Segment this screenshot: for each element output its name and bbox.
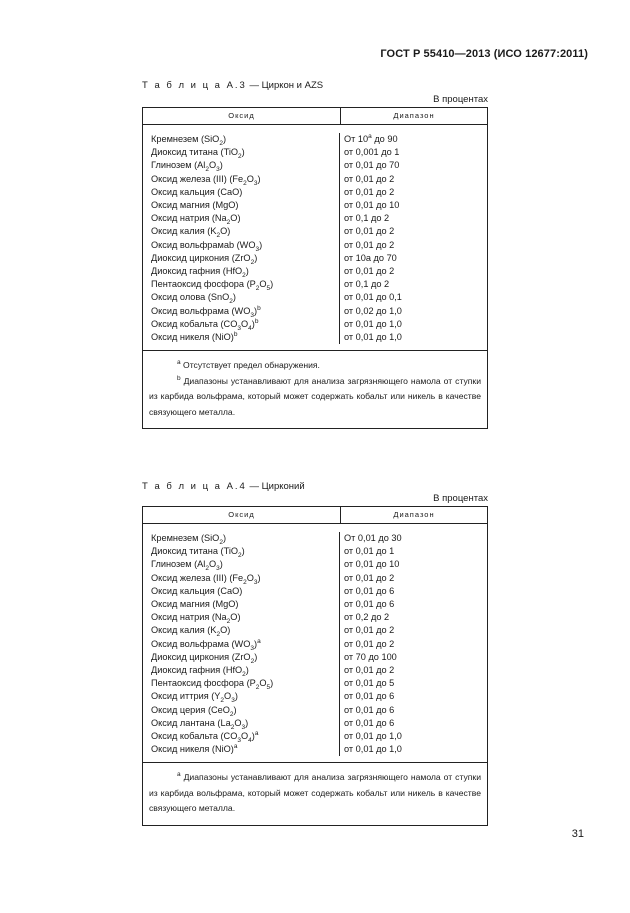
oxide-cell: Оксид железа (III) $(Fe_2O_3)$ xyxy=(151,173,261,187)
oxide-cell: Диоксид титана (TiO$_2$) xyxy=(151,147,245,161)
oxide-cell: Оксид олова (SnO$_2$) xyxy=(151,292,236,306)
table-a4-title: — Цирконий xyxy=(246,481,305,492)
table-a4-units: В процентах xyxy=(433,493,488,504)
range-cell: от 0,01 до 2 xyxy=(344,625,395,636)
oxide-cell: Оксид натрия $(Na_2O)$ xyxy=(151,213,241,227)
footnote: $^a$ Диапазоны устанавливают для анализа загрязняющего намола от ступки из карбида вольфрама, который может содержать кобальт или никель в качестве связующего металла. xyxy=(149,771,481,814)
oxide-cell: Оксид магния (MgO) xyxy=(151,599,239,610)
oxide-cell: Диоксид циркония (ZrO$_2$) xyxy=(151,252,258,266)
oxide-column xyxy=(143,133,340,344)
oxide-cell: Оксид калия $(K_2O)$ xyxy=(151,226,231,240)
range-cell: от 0,1 до 2 xyxy=(344,279,390,290)
table-a3-title: — Циркон и AZS xyxy=(246,80,324,91)
range-cell: от 0,01 до 6 xyxy=(344,691,395,702)
range-cell: от 0,01 до 2 xyxy=(344,186,395,197)
oxide-cell: Кремнезем (SiO$_2$) xyxy=(151,134,227,147)
range-cell: от 0,02 до 1,0 xyxy=(344,305,402,316)
document-header: ГОСТ Р 55410—2013 (ИСО 12677:2011) xyxy=(380,48,588,60)
table-body xyxy=(143,125,487,350)
table-a4-label: Т а б л и ц а А.4 xyxy=(142,481,247,492)
oxide-cell: Оксид кобальта $(CO_3O_4)^b$ xyxy=(151,317,259,332)
oxide-cell: Оксид лантана $(La_2O_3)$ xyxy=(151,717,249,731)
table-a3-units: В процентах xyxy=(433,94,488,105)
oxide-cell: Оксид калия $(K_2O)$ xyxy=(151,625,231,639)
table-header xyxy=(143,108,487,125)
range-cell: от 0,01 до 6 xyxy=(344,599,395,610)
range-cell: от 0,01 до 6 xyxy=(344,717,395,728)
range-cell: от 0,2 до 2 xyxy=(344,612,390,623)
footnote: $^a$ Отсутствует предел обнаружения. xyxy=(177,359,320,371)
oxide-cell: Пентаоксид фосфора $(P_2O_5)$ xyxy=(151,279,274,293)
range-cell: от 0,01 до 2 xyxy=(344,638,395,649)
range-cell: от 0,01 до 1,0 xyxy=(344,744,402,755)
table-a3 xyxy=(142,107,488,429)
range-cell: от 0,01 до 2 xyxy=(344,239,395,250)
range-cell: от 0,01 до 2 xyxy=(344,266,395,277)
oxide-cell: Оксид никеля (NiO)$^a$ xyxy=(151,743,238,755)
range-cell: от 0,01 до 1,0 xyxy=(344,731,402,742)
column-header-oxide: Оксид xyxy=(143,108,341,124)
table-footnotes xyxy=(143,350,487,428)
column-header-oxide: Оксид xyxy=(143,507,341,523)
oxide-cell: Диоксид циркония (ZrO$_2$) xyxy=(151,651,258,665)
table-footnotes xyxy=(143,762,487,825)
oxide-cell: Оксид натрия $(Na_2O)$ xyxy=(151,612,241,626)
range-cell: от 0,01 до 0,1 xyxy=(344,292,402,303)
range-cell: от 0,01 до 5 xyxy=(344,678,395,689)
oxide-cell: Оксид церия (CeO$_2$) xyxy=(151,704,237,718)
oxide-cell: Оксид кальция (CaO) xyxy=(151,585,243,596)
oxide-cell: Диоксид гафния (HfO$_2$) xyxy=(151,266,249,279)
oxide-cell: Оксид вольфрамаb $(WO_3)$ xyxy=(151,239,263,253)
range-cell: от 0,1 до 2 xyxy=(344,213,390,224)
range-cell: от 70 до 100 xyxy=(344,651,397,662)
range-cell: от 0,01 до 10 xyxy=(344,200,400,211)
oxide-cell: Кремнезем (SiO$_2$) xyxy=(151,533,227,546)
oxide-cell: Оксид иттрия $(Y_2O_3)$ xyxy=(151,691,238,705)
range-cell: от 0,01 до 6 xyxy=(344,704,395,715)
range-cell: от 0,01 до 2 xyxy=(344,572,395,583)
oxide-cell: Оксид никеля (NiO)$^b$ xyxy=(151,330,238,343)
oxide-column xyxy=(143,532,340,756)
oxide-cell: Оксид вольфрама $(WO_3)^b$ xyxy=(151,304,261,319)
range-column xyxy=(340,133,487,344)
range-cell: от 10а до 70 xyxy=(344,252,397,263)
range-cell: от 0,01 до 6 xyxy=(344,585,395,596)
table-a3-label: Т а б л и ц а А.3 xyxy=(142,80,247,91)
oxide-cell: Глинозем $(Al_2O_3)$ xyxy=(151,160,223,174)
table-header xyxy=(143,507,487,524)
page-number: 31 xyxy=(571,828,584,840)
oxide-cell: Оксид магния (MgO) xyxy=(151,200,239,211)
column-header-range: Диапазон xyxy=(393,510,435,519)
range-cell: от 0,01 до 2 xyxy=(344,665,395,676)
range-cell: от 0,01 до 1,0 xyxy=(344,318,402,329)
range-cell: от 0,01 до 10 xyxy=(344,559,400,570)
oxide-cell: Оксид железа (III) $(Fe_2O_3)$ xyxy=(151,572,261,586)
oxide-cell: Оксид вольфрама $(WO_3)^a$ xyxy=(151,637,261,652)
range-cell: от 0,01 до 2 xyxy=(344,173,395,184)
oxide-cell: Диоксид титана (TiO$_2$) xyxy=(151,546,245,560)
oxide-cell: Глинозем $(Al_2O_3)$ xyxy=(151,559,223,573)
table-a4-caption xyxy=(142,481,305,492)
oxide-cell: Пентаоксид фосфора $(P_2O_5)$ xyxy=(151,678,274,692)
footnote: $^b$ Диапазоны устанавливают для анализа загрязняющего намола от ступки из карбида вольфрама, который может содержать кобальт или никель в качестве связующего металла. xyxy=(149,374,481,417)
range-cell: От 0,01 до 30 xyxy=(344,533,402,543)
oxide-cell: Оксид кальция (CaO) xyxy=(151,186,243,197)
table-a3-caption xyxy=(142,80,323,91)
oxide-cell: Оксид кобальта $(CO_3O_4)^a$ xyxy=(151,729,259,744)
range-cell: от 0,001 до 1 xyxy=(344,147,400,158)
table-a4 xyxy=(142,506,488,826)
range-cell: От 10$^a$ до 90 xyxy=(344,132,398,144)
oxide-cell: Диоксид гафния (HfO$_2$) xyxy=(151,665,249,678)
range-cell: от 0,01 до 1 xyxy=(344,546,395,557)
table-body xyxy=(143,524,487,762)
range-cell: от 0,01 до 2 xyxy=(344,226,395,237)
range-column xyxy=(340,532,487,756)
column-header-range: Диапазон xyxy=(393,111,435,120)
range-cell: от 0,01 до 70 xyxy=(344,160,400,171)
range-cell: от 0,01 до 1,0 xyxy=(344,332,402,343)
